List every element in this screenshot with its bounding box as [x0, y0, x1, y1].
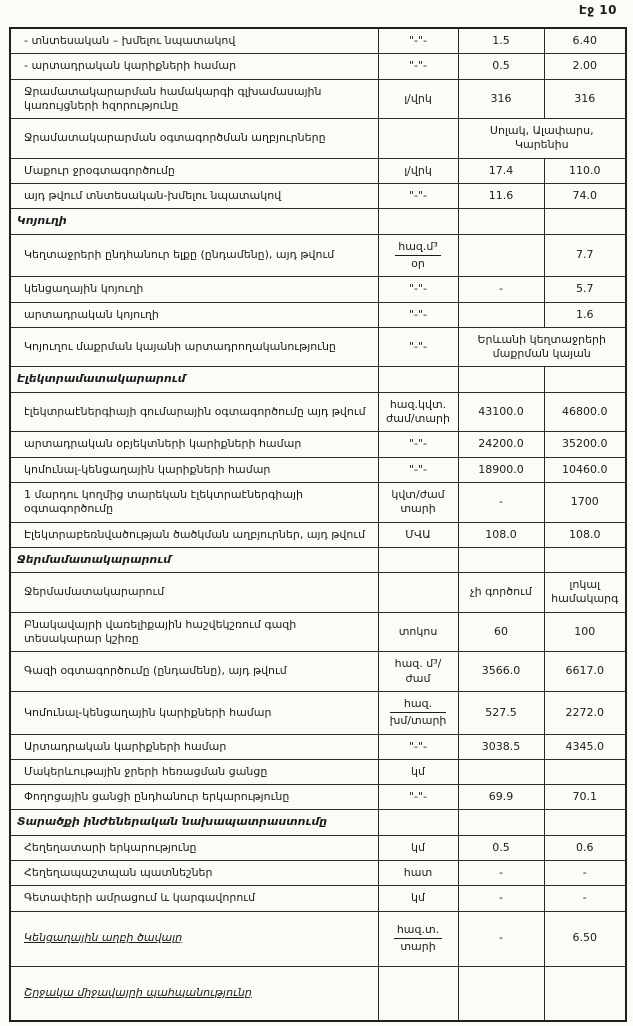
- row-label-cell: կենցաղային կոյուղի: [10, 277, 378, 302]
- unit-cell: տոկոս: [378, 612, 458, 652]
- value2-cell: 10460.0: [544, 457, 626, 482]
- table-row: [10, 482, 626, 522]
- unit-numerator: հազ.տ.: [394, 923, 442, 939]
- unit-cell: [378, 119, 458, 159]
- value1-cell: 3038.5: [458, 734, 544, 759]
- unit-cell: [378, 547, 458, 572]
- table-row: [10, 522, 626, 547]
- value1-cell: [458, 966, 544, 1021]
- value2-cell: 316: [544, 79, 626, 119]
- table-row: [10, 234, 626, 277]
- unit-fraction: [395, 240, 441, 272]
- row-label-cell: արտադրական կոյուղի: [10, 302, 378, 327]
- row-label-cell: Ջերմամատակարարում: [10, 573, 378, 613]
- value2-cell: 2.00: [544, 54, 626, 79]
- unit-line-2: տարի: [400, 502, 436, 516]
- value1-cell: 0.5: [458, 54, 544, 79]
- value2-cell: 2272.0: [544, 691, 626, 734]
- table-row: [10, 392, 626, 432]
- table-row: [10, 835, 626, 860]
- table-row: [10, 158, 626, 183]
- row-label-cell: կոմունալ-կենցաղային կարիքների համար: [10, 457, 378, 482]
- value2-cell: [544, 547, 626, 572]
- value1-cell: [458, 810, 544, 835]
- unit-cell: "-"-: [378, 277, 458, 302]
- value2-cell: լոկալ համակարգ: [544, 573, 626, 613]
- table-row: [10, 860, 626, 885]
- unit-cell: "-"-: [378, 432, 458, 457]
- unit-cell: [378, 367, 458, 392]
- unit-cell: լ/վրկ: [378, 79, 458, 119]
- row-label-cell: Մակերևութային ջրերի հեռացման ցանցը: [10, 759, 378, 784]
- row-label-cell: Մաքուր ջրօգտագործումը: [10, 158, 378, 183]
- unit-cell: [378, 482, 458, 522]
- row-label-cell: Ջրամատակարարման համակարգի գլխամասային կառույցների հզորությունը: [10, 79, 378, 119]
- table-row: [10, 652, 626, 692]
- unit-line-1: կվտ/ժամ: [391, 487, 445, 501]
- unit-cell: "-"-: [378, 184, 458, 209]
- table-row: [10, 886, 626, 911]
- table-row: [10, 277, 626, 302]
- value1-cell: 108.0: [458, 522, 544, 547]
- unit-cell: [378, 966, 458, 1021]
- value2-cell: [544, 966, 626, 1021]
- unit-cell: "-"-: [378, 302, 458, 327]
- row-label-cell: Կեղտաջրերի ընդհանուր ելքը (ընդամենը), այդ թվում: [10, 234, 378, 277]
- unit-cell: "-"-: [378, 734, 458, 759]
- table-row: [10, 184, 626, 209]
- unit-cell: "-"-: [378, 327, 458, 367]
- value2-cell: 108.0: [544, 522, 626, 547]
- value2-cell: 100: [544, 612, 626, 652]
- section-row: [10, 367, 626, 392]
- value2-cell: 74.0: [544, 184, 626, 209]
- value1-cell: -: [458, 886, 544, 911]
- value1-cell: 0.5: [458, 835, 544, 860]
- row-label-cell: արտադրական օբյեկտների կարիքների համար: [10, 432, 378, 457]
- unit-denominator: տարի: [400, 940, 436, 954]
- value1-cell: 11.6: [458, 184, 544, 209]
- unit-cell: [378, 691, 458, 734]
- row-label-cell: Գետափերի ամրացում և կարգավորում: [10, 886, 378, 911]
- row-label-cell: - արտադրական կարիքների համար: [10, 54, 378, 79]
- value1-cell: 60: [458, 612, 544, 652]
- table-row: [10, 457, 626, 482]
- unit-denominator: օր: [411, 256, 425, 270]
- row-label-cell: Հեղեղապաշտպան պատնեշներ: [10, 860, 378, 885]
- value1-cell: 1.5: [458, 28, 544, 54]
- unit-line-2: ժամ/տարի: [386, 412, 450, 426]
- section-label-cell: Էլեկտրամատակարարում: [10, 367, 378, 392]
- row-label-cell: - տնտեսական – խմելու նպատակով: [10, 28, 378, 54]
- value2-cell: 6.50: [544, 911, 626, 966]
- value1-cell: [458, 302, 544, 327]
- value2-cell: 6617.0: [544, 652, 626, 692]
- unit-cell: "-"-: [378, 457, 458, 482]
- unit-fraction: [394, 923, 442, 955]
- value1-cell: 69.9: [458, 785, 544, 810]
- table-row: [10, 911, 626, 966]
- value1-cell: 316: [458, 79, 544, 119]
- value1-cell: չի գործում: [458, 573, 544, 613]
- row-label-cell: այդ թվում տնտեսական-խմելու նպատակով: [10, 184, 378, 209]
- value2-cell: 70.1: [544, 785, 626, 810]
- value1-cell: 17.4: [458, 158, 544, 183]
- value2-cell: [544, 810, 626, 835]
- unit-cell: հազ. մ³/ժամ: [378, 652, 458, 692]
- page-number: Էջ 10: [578, 3, 617, 17]
- unit-fraction: [390, 697, 447, 729]
- span-value-cell: Սոլակ, Ալափարս, Կարենիս: [458, 119, 626, 159]
- unit-denominator: խմ/տարի: [389, 714, 447, 728]
- value2-cell: [544, 209, 626, 234]
- table-row: [10, 612, 626, 652]
- row-label-cell: Կոյուղու մաքրման կայանի արտադրողականությունը: [10, 327, 378, 367]
- row-label-cell: Էլեկտրաբեռնվածության ծածկման աղբյուրներ, այդ թվում: [10, 522, 378, 547]
- value1-cell: -: [458, 911, 544, 966]
- value2-cell: 0.6: [544, 835, 626, 860]
- value2-cell: [544, 759, 626, 784]
- row-label-cell: Փողոցային ցանցի ընդհանուր երկարությունը: [10, 785, 378, 810]
- value1-cell: -: [458, 860, 544, 885]
- table-row: [10, 573, 626, 613]
- unit-cell: "-"-: [378, 28, 458, 54]
- value2-cell: 5.7: [544, 277, 626, 302]
- unit-cell: [378, 392, 458, 432]
- table-row: [10, 432, 626, 457]
- unit-cell: ՄՎԱ: [378, 522, 458, 547]
- unit-cell: [378, 209, 458, 234]
- table-row: [10, 966, 626, 1021]
- table-row: [10, 759, 626, 784]
- row-label-cell: էլեկտրաէներգիայի գումարային օգտագործումը այդ թվում: [10, 392, 378, 432]
- row-label-cell: Կենցաղային աղբի ծավալը: [10, 911, 378, 966]
- value2-cell: 4345.0: [544, 734, 626, 759]
- section-row: [10, 547, 626, 572]
- unit-cell: կմ: [378, 886, 458, 911]
- table-row: [10, 302, 626, 327]
- unit-cell: լ/վրկ: [378, 158, 458, 183]
- value2-cell: 35200.0: [544, 432, 626, 457]
- unit-numerator: հազ.: [390, 697, 447, 713]
- unit-line-1: հազ.կվտ.: [389, 397, 447, 411]
- section-label-cell: Կոյուղի: [10, 209, 378, 234]
- value1-cell: -: [458, 482, 544, 522]
- report-table-body: [10, 28, 626, 1021]
- unit-cell: [378, 234, 458, 277]
- value1-cell: 24200.0: [458, 432, 544, 457]
- table-row: [10, 79, 626, 119]
- row-label-cell: 1 մարդու կողմից տարեկան էլեկտրաէներգիայի օգտագործումը: [10, 482, 378, 522]
- value1-cell: 527.5: [458, 691, 544, 734]
- row-label-cell: Արտադրական կարիքների համար: [10, 734, 378, 759]
- unit-cell: [378, 810, 458, 835]
- value2-cell: 1.6: [544, 302, 626, 327]
- value2-cell: -: [544, 860, 626, 885]
- value1-cell: 18900.0: [458, 457, 544, 482]
- table-row: [10, 691, 626, 734]
- unit-cell: կմ: [378, 835, 458, 860]
- value1-cell: 43100.0: [458, 392, 544, 432]
- table-row: [10, 734, 626, 759]
- row-label-cell: Հեղեղատարի երկարությունը: [10, 835, 378, 860]
- unit-cell: [378, 911, 458, 966]
- value2-cell: -: [544, 886, 626, 911]
- row-label-cell: Գազի օգտագործումը (ընդամենը), այդ թվում: [10, 652, 378, 692]
- value2-cell: [544, 367, 626, 392]
- unit-numerator: հազ.մ³: [395, 240, 441, 256]
- value1-cell: 3566.0: [458, 652, 544, 692]
- row-label-cell: Կոմունալ-կենցաղային կարիքների համար: [10, 691, 378, 734]
- table-row: [10, 119, 626, 159]
- table-row: [10, 54, 626, 79]
- table-row: [10, 785, 626, 810]
- section-label-cell: Տարածքի ինժեներական նախապատրաստումը: [10, 810, 378, 835]
- row-label-cell: Շրջակա միջավայրի պահպանությունը: [10, 966, 378, 1021]
- value2-cell: 7.7: [544, 234, 626, 277]
- unit-cell: [378, 573, 458, 613]
- value1-cell: -: [458, 277, 544, 302]
- value2-cell: 6.40: [544, 28, 626, 54]
- value1-cell: [458, 547, 544, 572]
- value1-cell: [458, 759, 544, 784]
- section-row: [10, 209, 626, 234]
- section-label-cell: Ջերմամատակարարում: [10, 547, 378, 572]
- value1-cell: [458, 234, 544, 277]
- value2-cell: 1700: [544, 482, 626, 522]
- unit-cell: "-"-: [378, 54, 458, 79]
- unit-cell: հատ: [378, 860, 458, 885]
- report-table: [9, 27, 627, 1022]
- unit-cell: կմ: [378, 759, 458, 784]
- table-row: [10, 28, 626, 54]
- row-label-cell: Ջրամատակարարման օգտագործման աղբյուրները: [10, 119, 378, 159]
- unit-cell: "-"-: [378, 785, 458, 810]
- span-value-cell: Երևանի կեղտաջրերի մաքրման կայան: [458, 327, 626, 367]
- value1-cell: [458, 209, 544, 234]
- row-label-cell: Բնակավայրի վառելիքային հաշվեկշռում գազի տեսակարար կշիռը: [10, 612, 378, 652]
- table-row: [10, 327, 626, 367]
- section-row: [10, 810, 626, 835]
- value1-cell: [458, 367, 544, 392]
- value2-cell: 46800.0: [544, 392, 626, 432]
- value2-cell: 110.0: [544, 158, 626, 183]
